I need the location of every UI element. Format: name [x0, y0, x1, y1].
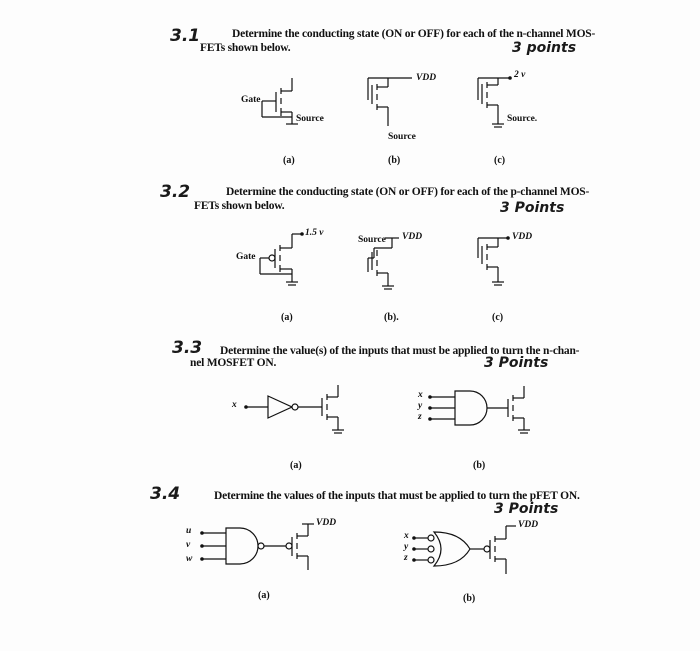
q4a-nand-pmos	[200, 524, 314, 570]
q1-sub-b: (b)	[388, 155, 401, 166]
q2c-vdd-label: VDD	[512, 232, 533, 242]
q4a-w-label: w	[186, 554, 193, 564]
q1b-vdd-label: VDD	[416, 73, 437, 83]
q3b-z-label: z	[418, 412, 422, 422]
q2-text-line2: FETs shown below.	[194, 200, 285, 212]
q1a-source-label: Source	[296, 114, 324, 124]
q4b-and-pmos	[412, 526, 516, 574]
q2-points: 3 Points	[500, 200, 565, 216]
q4a-vdd-label: VDD	[316, 518, 337, 528]
q1c-source-label: Source.	[507, 114, 538, 124]
q1-sub-a: (a)	[283, 155, 295, 166]
q4b-vdd-label: VDD	[518, 520, 539, 530]
q4b-z-label: z	[404, 553, 408, 563]
q4a-u-label: u	[186, 526, 192, 536]
q2-number: 3.2	[160, 182, 191, 202]
q2b-source-label: Source	[358, 235, 386, 245]
q4-number: 3.4	[150, 484, 181, 504]
q3b-x-label: x	[418, 390, 423, 400]
q1c-voltage-label: 2 v	[514, 70, 526, 80]
q2-sub-c: (c)	[492, 312, 504, 323]
q3-number: 3.3	[172, 338, 203, 358]
q2-sub-a: (a)	[281, 312, 293, 323]
q4a-v-label: v	[186, 540, 191, 550]
q1a-gate-label: Gate	[241, 95, 261, 105]
q4b-y-label: y	[404, 542, 409, 552]
q2a-voltage-label: 1.5 v	[305, 228, 324, 238]
q1-text-line2: FETs shown below.	[200, 42, 291, 54]
q3-sub-b: (b)	[473, 460, 486, 471]
q3a-x-label: x	[232, 400, 237, 410]
q3-points: 3 Points	[484, 355, 549, 371]
q3b-y-label: y	[418, 401, 423, 411]
q2-text-line1: Determine the conducting state (ON or OFF) for each of the p-channel MOS-	[226, 186, 590, 198]
q1-points: 3 points	[512, 40, 577, 56]
q3-sub-a: (a)	[290, 460, 302, 471]
q4-sub-b: (b)	[463, 593, 476, 604]
q3-text-line2: nel MOSFET ON.	[190, 357, 277, 369]
q1-text-line1: Determine the conducting state (ON or OFF) for each of the n-channel MOS-	[232, 28, 596, 40]
q1b-source-label: Source	[388, 132, 416, 142]
q1-number: 3.1	[170, 26, 201, 46]
q2b-vdd-label: VDD	[402, 232, 423, 242]
q2a-gate-label: Gate	[236, 252, 256, 262]
q1-sub-c: (c)	[494, 155, 506, 166]
q4-text-line1: Determine the values of the inputs that must be applied to turn the pFET ON.	[214, 490, 580, 502]
q2-sub-b: (b).	[384, 312, 399, 323]
q4b-x-label: x	[404, 531, 409, 541]
q4-sub-a: (a)	[258, 590, 270, 601]
q4-points: 3 Points	[494, 501, 559, 517]
q3-text-line1: Determine the value(s) of the inputs that must be applied to turn the n-chan-	[220, 345, 580, 357]
